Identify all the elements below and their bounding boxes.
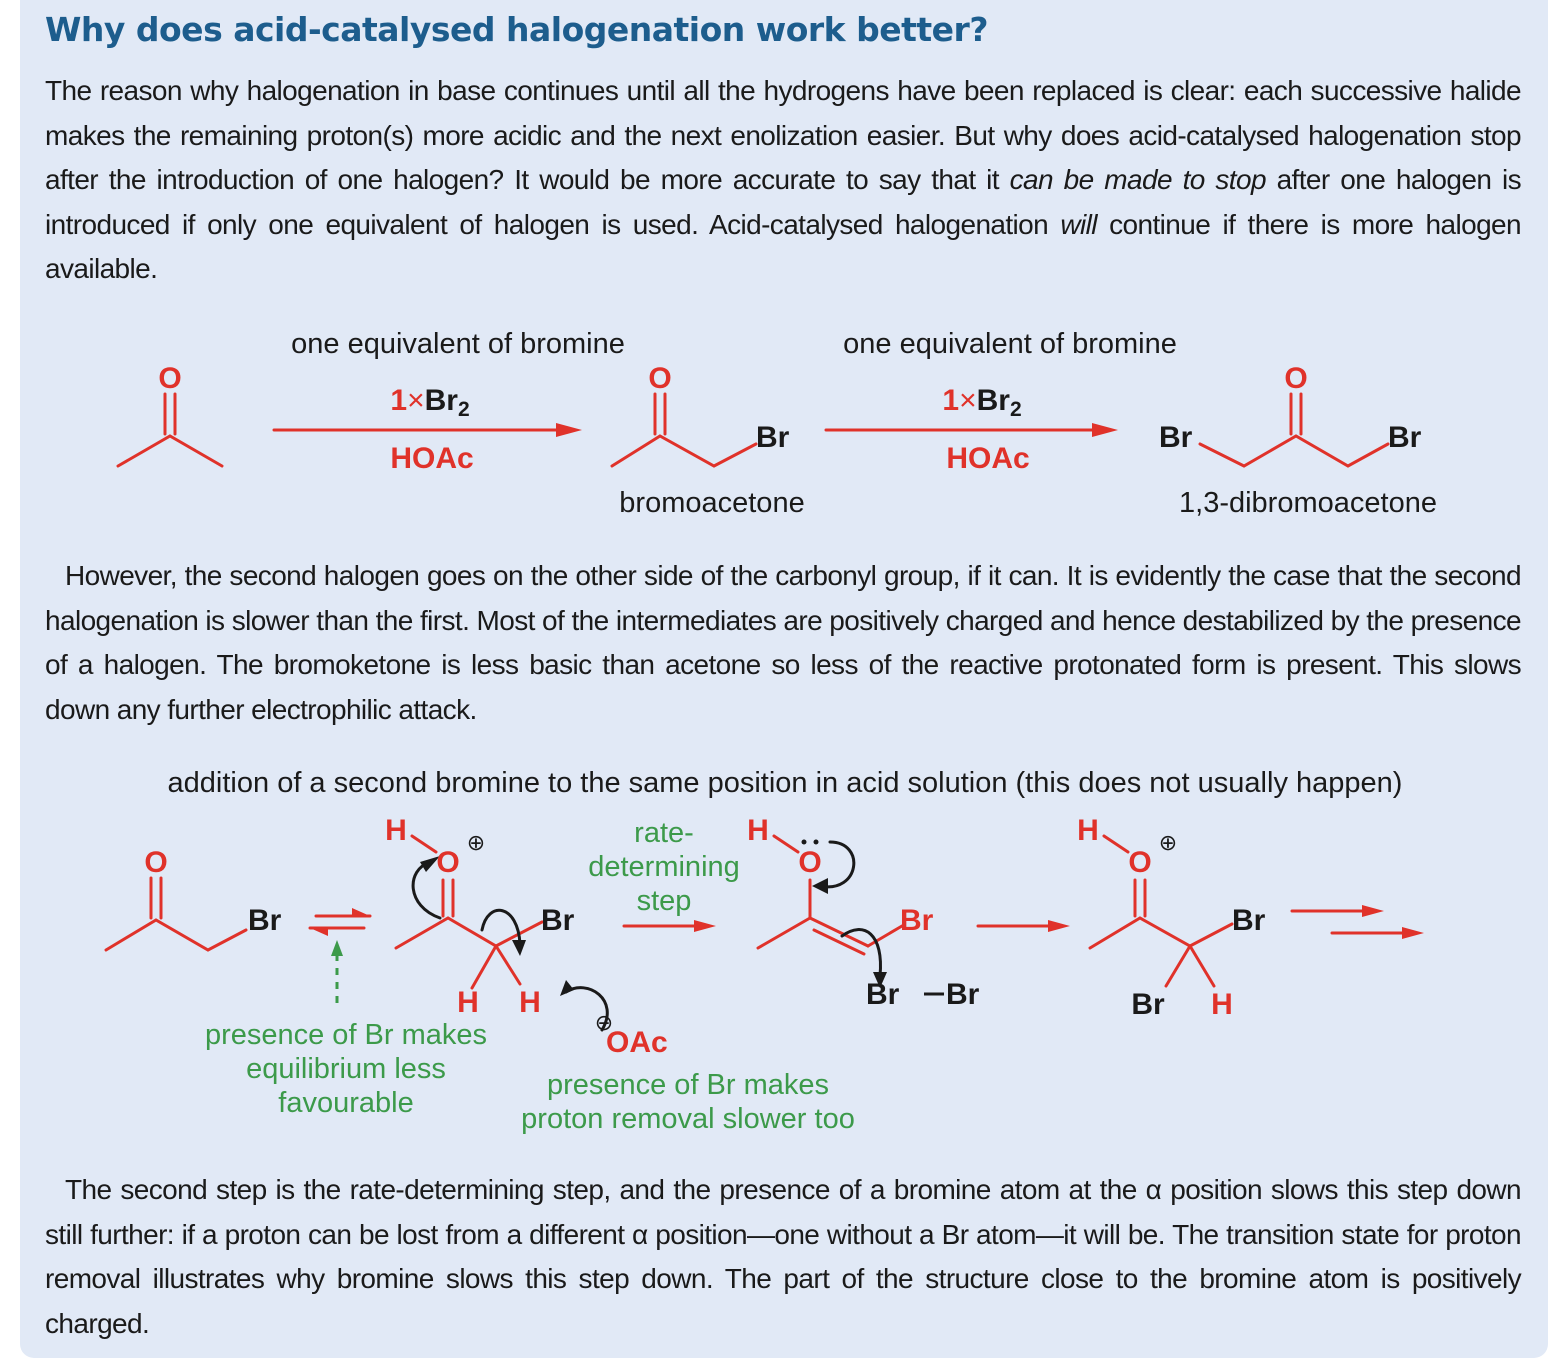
arrow2-reagent: $1\times Br_2$: [942, 384, 1022, 421]
bromoacetone-label: bromoacetone: [619, 487, 805, 519]
arrow2-below-label: HOAc: [946, 442, 1030, 475]
mechanism-heading: addition of a second bromine to the same position in acid solution (this does not usually happen): [167, 767, 1403, 799]
dibromoacetone-label: 1,3-dibromoacetone: [1179, 487, 1437, 519]
acetate-label: OAc: [606, 1026, 668, 1059]
arrow1-above-label: one equivalent of bromine: [291, 328, 625, 360]
bromoacetone-structure: [106, 920, 246, 950]
atom-h: H: [519, 986, 541, 1019]
atom-h: H: [457, 986, 479, 1019]
atom-br: Br: [541, 904, 575, 937]
box-title: Why does acid-catalysed halogenation work better?: [45, 10, 988, 49]
atom-o: O: [144, 846, 168, 879]
rds-label-line: rate-: [634, 817, 694, 849]
atom-h: H: [747, 814, 769, 847]
atom-br: Br: [866, 978, 900, 1011]
bromination-scheme: [0, 318, 1554, 538]
note-equilibrium-line: favourable: [278, 1087, 414, 1119]
intro-text-a: The reason why halogenation in base continues until all the hydrogens have been replaced is clear: each successive halide makes the remaining proton(s) more acidic and the next enolization easier. But why does acid-catalysed halogenation stop after the introduction of one halogen? It would be more accurate to say that it: [45, 75, 1521, 195]
curly-arrow-2: [482, 910, 520, 944]
intro-emphasis-stop: can be made to stop: [1009, 164, 1266, 195]
rds-label-line: step: [636, 885, 692, 917]
paragraph-second-halogen: However, the second halogen goes on the other side of the carbonyl group, if it can. It is evidently the case that the second halogenation is slower than the first. Most of the intermediates are positively charged and hence destabilized by the presence of a halogen. The bromoketone is less basic than acetone so less of the reactive protonated form is present. This slows down any further electrophilic attack.: [45, 560, 1521, 725]
atom-br: Br: [248, 904, 282, 937]
atom-o-protonated: O: [436, 846, 460, 879]
atom-br: Br: [1232, 904, 1266, 937]
atom-br: Br: [1131, 988, 1165, 1021]
atom-h: H: [1077, 814, 1099, 847]
note-equilibrium-line: equilibrium less: [246, 1053, 446, 1085]
intro-text-c: after one halogen is introduced if only one equivalent of halogen is used. Acid-catalysed halogenation: [45, 164, 1521, 240]
arrow1-reagent: $1\times Br_2$: [390, 384, 470, 421]
bromoacetone-skeleton: [612, 436, 756, 466]
note-proton-removal-line: presence of Br makes: [546, 1069, 830, 1101]
note-proton-removal-line: proton removal slower too: [521, 1103, 855, 1135]
atom-br: Br: [756, 421, 790, 454]
mechanism-scheme: [0, 755, 1554, 1155]
paragraph-rate-determining: The second step is the rate-determining step, and the presence of a bromine atom at the α position slows this step down still further: if a proton can be lost from a different α position—one without a Br atom—it will be. The transition state for proton removal illustrates why bromine slows this step down. The part of the structure close to the bromine atom is positively charged.: [45, 1174, 1521, 1339]
atom-h: H: [385, 814, 407, 847]
arrow2-above-label: one equivalent of bromine: [843, 328, 1177, 360]
arrow1-below-label: HOAc: [390, 442, 474, 475]
negative-charge: ⊖: [594, 1010, 614, 1035]
lone-pair: [802, 840, 819, 845]
atom-o-enol: O: [798, 846, 822, 879]
atom-o: O: [648, 362, 672, 395]
enol-structure: [758, 918, 810, 948]
rds-label-line: determining: [588, 851, 740, 883]
intro-emphasis-will: will: [1060, 208, 1097, 240]
acetone-skeleton: [118, 436, 222, 466]
atom-h: H: [1211, 988, 1233, 1021]
positive-charge: ⊕: [466, 830, 486, 855]
intro-text-e: continue if there is more halogen available.: [45, 208, 1521, 284]
dibromo-product-structure: [1090, 918, 1232, 948]
atom-o: O: [158, 362, 182, 395]
atom-br: Br: [900, 904, 934, 937]
positive-charge: ⊕: [1158, 830, 1178, 855]
atom-br: Br: [1159, 421, 1193, 454]
dibromoacetone-skeleton: [1200, 436, 1388, 466]
atom-br: Br: [946, 978, 980, 1011]
note-equilibrium-line: presence of Br makes: [204, 1019, 488, 1051]
paragraph-intro: [45, 69, 1521, 292]
atom-o: O: [1284, 362, 1308, 395]
atom-o-protonated: O: [1128, 846, 1152, 879]
atom-br: Br: [1388, 421, 1422, 454]
